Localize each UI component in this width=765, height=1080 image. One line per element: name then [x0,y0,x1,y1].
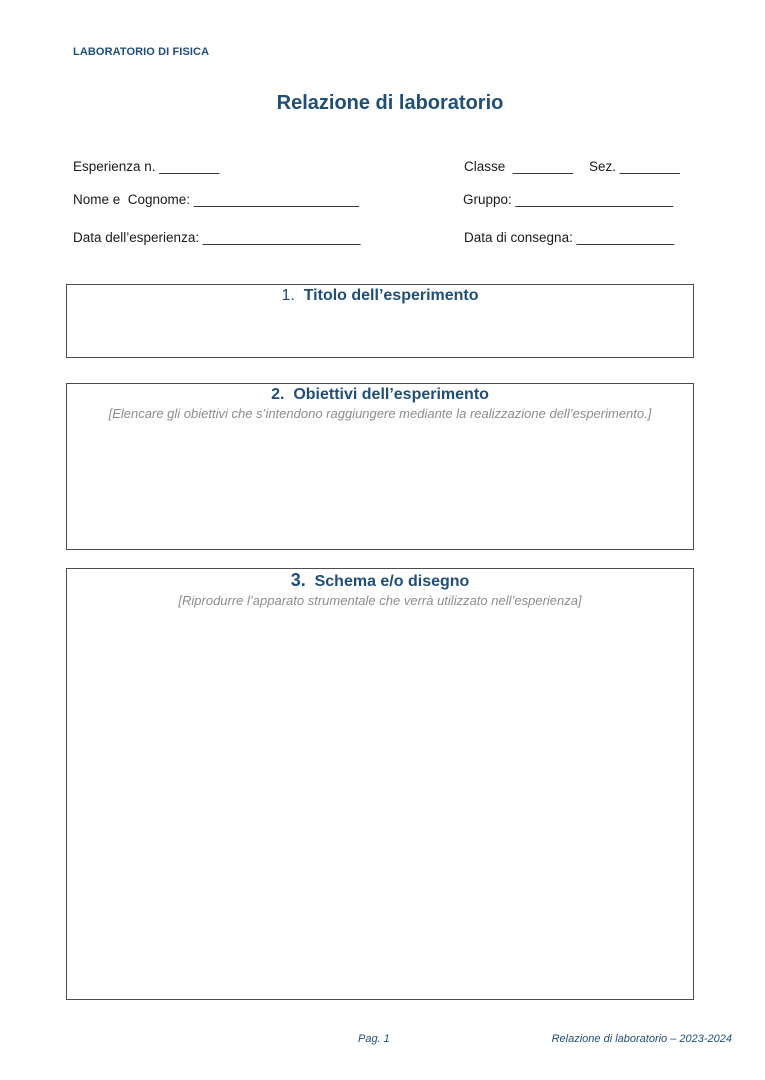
section-hint: [Elencare gli obiettivi che s’intendono raggiungere mediante la realizzazione dell’esperimento.] [108,406,652,421]
field-sezione[interactable]: Sez. ________ [589,159,680,174]
section-titolo[interactable] [66,284,694,358]
section-obiettivi[interactable] [66,383,694,550]
field-classe[interactable]: Classe ________ [464,159,573,174]
section-title: Obiettivi dell’esperimento [293,386,489,403]
field-data-esperienza[interactable]: Data dell’esperienza: _____________________ [73,230,361,245]
footer-document-info: Relazione di laboratorio – 2023-2024 [551,1033,732,1045]
section-number: 1. [281,287,295,304]
section-heading [67,386,693,404]
field-esperienza[interactable]: Esperienza n. ________ [73,159,220,174]
field-gruppo[interactable]: Gruppo: _____________________ [463,192,674,207]
section-number: 2. [271,386,285,403]
section-heading [67,570,693,591]
section-title: Schema e/o disegno [314,573,470,590]
footer-page-number: Pag. 1 [358,1033,390,1045]
document-title: Relazione di laboratorio [276,92,504,114]
section-heading [67,287,693,305]
field-data-consegna[interactable]: Data di consegna: _____________ [464,230,675,245]
section-schema[interactable] [66,568,694,1000]
header-label: LABORATORIO DI FISICA [73,46,210,58]
section-hint: [Riprodurre l’apparato strumentale che verrà utilizzato nell’esperienza] [178,593,582,608]
section-number: 3. [290,570,306,590]
section-title: Titolo dell’esperimento [303,287,479,304]
field-nome-cognome[interactable]: Nome e Cognome: ______________________ [73,192,359,207]
